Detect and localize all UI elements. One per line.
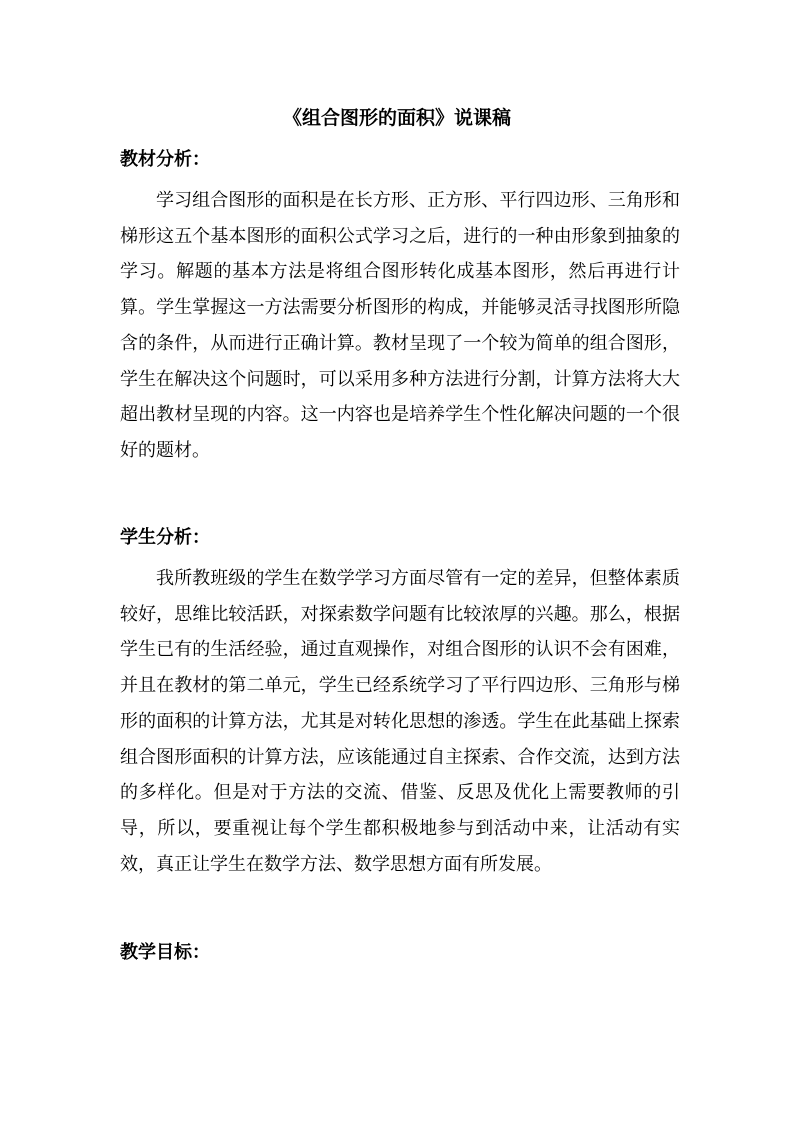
section-heading-teaching-goals: 教学目标：: [120, 942, 210, 963]
document-title: 《组合图形的面积》说课稿: [282, 107, 511, 129]
section-paragraph-textbook-analysis: 学习组合图形的面积是在长方形、正方形、平行四边形、三角形和梯形这五个基本图形的面积公式学习之后，进行的一种由形象到抽象的学习。解题的基本方法是将组合图形转化成基本图形，然后再进行计算。学生掌握这一方法需要分析图形的构成，并能够灵活寻找图形所隐含的条件，从而进行正确计算。教材呈现了一个较为简单的组合图形，学生在解决这个问题时，可以采用多种方法进行分割，计算方法将大大超出教材呈现的内容。这一内容也是培养学生个性化解决问题的一个很好的题材。: [120, 190, 680, 461]
section-heading-textbook-analysis: 教材分析：: [120, 149, 210, 170]
section-paragraph-student-analysis: 我所教班级的学生在数学学习方面尽管有一定的差异，但整体素质较好，思维比较活跃，对探索数学问题有比较浓厚的兴趣。那么，根据学生已有的生活经验，通过直观操作，对组合图形的认识不会有困难，并且在教材的第二单元，学生已经系统学习了平行四边形、三角形与梯形的面积的计算方法，尤其是对转化思想的渗透。学生在此基础上探索组合图形面积的计算方法，应该能通过自主探索、合作交流，达到方法的多样化。但是对于方法的交流、借鉴、反思及优化上需要教师的引导，所以，要重视让每个学生都积极地参与到活动中来，让活动有实效，真正让学生在数学方法、数学思想方面有所发展。: [120, 568, 680, 875]
section-heading-student-analysis: 学生分析：: [120, 527, 210, 548]
